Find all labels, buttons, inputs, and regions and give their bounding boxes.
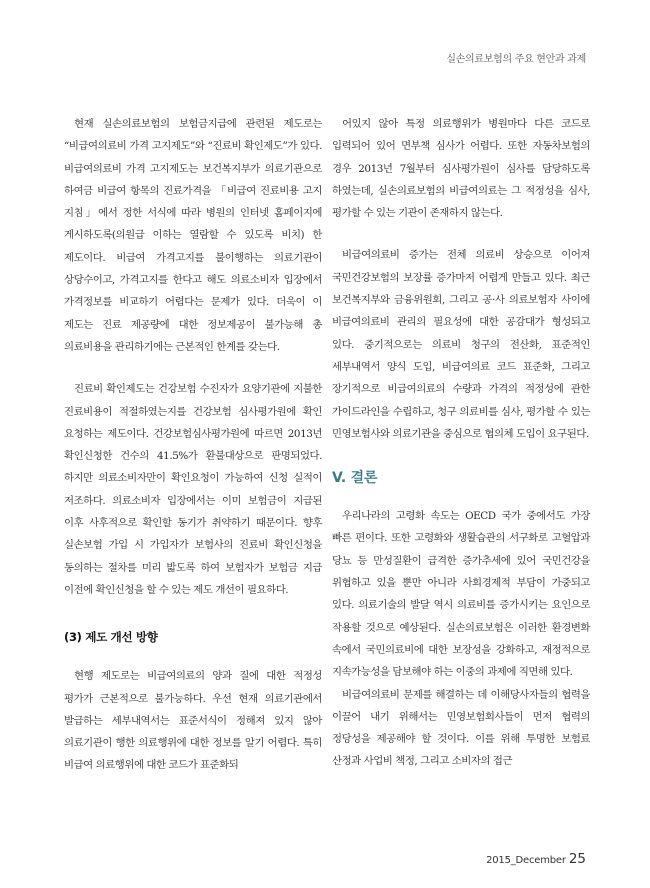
body-paragraph: 비급여의료비 문제를 해결하는 데 이해당사자들의 협력을 이끌어 내기 위해서는 민영보험회사들이 먼저 협력의 정당성을 제공해야 할 것이다. 이를 위해 투명한 보험료 산정과 사업비 책정, 그리고 소비자의 접근 xyxy=(332,688,590,768)
body-paragraph: 어있지 않아 특정 의료행위가 병원마다 다른 코드로 입력되어 있어 면부책 심사가 어렵다. 또한 자동차보험의 경우 2013년 7월부터 심사평가원이 심사를 담당하도록 하였는데, 실손의료보험의 비급여의료는 그 적정성을 심사, 평가할 수 있는 기관이 존재하지 않는다. xyxy=(332,118,590,220)
subheading: (3) 제도 개선 방향 xyxy=(64,630,158,645)
page-number: 25 xyxy=(568,851,586,867)
body-paragraph: 현재 실손의료보험의 보험금지급에 관련된 제도로는 “비급여의료비 가격 고지제도”와 “진료비 확인제도”가 있다. 비급여의료비 가격 고지제도는 보건복지부가 의료기관으로 하여금 비급여 항목의 진료가격을 「비급여 진료비용 고지 지침」에서 정한 서식에 따라 병원의 인터넷 홈페이지에 게시하도록(의원급 이하는 열람할 수 있도록 비치) 한 제도이다. 비급여 가격고지를 불이행하는 의료기관이 상당수이고, 가격고지를 한다고 해도 의료소비자 입장에서 가격정보를 비교하기 어렵다는 문제가 있다. 더욱이 이 제도는 진료 제공량에 대한 정보제공이 불가능해 총 의료비용을 관리하기에는 근본적인 한계를 갖는다. xyxy=(64,118,322,353)
left-column xyxy=(64,113,322,777)
page-footer xyxy=(486,848,586,867)
body-paragraph: 진료비 확인제도는 건강보험 수진자가 요양기관에 지불한 진료비용이 적절하였는지를 건강보험 심사평가원에 확인 요청하는 제도이다. 건강보험심사평가원에 따르면 2013년 확인신청한 건수의 41.5%가 환불대상으로 판명되었다. 하지만 의료소비자만이 확인요청이 가능하여 신청 실적이 저조하다. 의료소비자 입장에서는 이미 보험금이 지급된 이후 사후적으로 확인할 동기가 취약하기 때문이다. 향후 실손보험 가입 시 가입자가 보험사의 진료비 확인신청을 동의하는 절차를 미리 밟도록 하여 보험자가 보험금 지급 이전에 확인신청을 할 수 있는 제도 개선이 필요하다. xyxy=(64,383,322,596)
body-paragraph: 비급여의료비 증가는 전체 의료비 상승으로 이어져 국민건강보험의 보장률 증가마저 어렵게 만들고 있다. 최근 보건복지부와 금융위원회, 그리고 공·사 의료보험자 사이에 비급여의료비 관리의 필요성에 대한 공감대가 형성되고 있다. 중기적으로는 의료비 청구의 전산화, 표준적인 세부내역서 양식 도입, 비급여의료 코드 표준화, 그리고 장기적으로 비급여의료의 수량과 가격의 적정성에 관한 가이드라인을 수립하고, 청구 의료비를 심사, 평가할 수 있는 민영보험사와 의료기관을 중심으로 협의체 도입이 요구된다. xyxy=(332,249,590,440)
issue-label: 2015_December xyxy=(486,855,566,866)
running-header: 실손의료보험의 주요 현안과 과제 xyxy=(446,54,586,65)
body-paragraph: 우리나라의 고령화 속도는 OECD 국가 중에서도 가장 빠른 편이다. 또한 고령화와 생활습관의 서구화로 고혈압과 당뇨 등 만성질환이 급격한 증가추세에 있어 국민건강을 위협하고 있을 뿐만 아니라 사회경제적 부담이 가중되고 있다. 의료기술의 발달 역시 의료비를 증가시키는 요인으로 작용할 것으로 예상된다. 실손의료보험은 이러한 환경변화 속에서 국민의료비에 대한 보장성을 강화하고, 재정적으로 지속가능성을 담보해야 하는 이중의 과제에 직면해 있다. xyxy=(332,510,590,679)
right-column xyxy=(332,113,590,773)
section-title: V. 결론 xyxy=(332,470,378,487)
body-paragraph: 현행 제도로는 비급여의료의 양과 질에 대한 적정성 평가가 근본적으로 불가능하다. 우선 현재 의료기관에서 발급하는 세부내역서는 표준서식이 정해져 있지 않아 의료기관이 행한 의료행위에 대한 정보를 알기 어렵다. 특히 비급여 의료행위에 대한 코드가 표준화되 xyxy=(64,670,322,772)
